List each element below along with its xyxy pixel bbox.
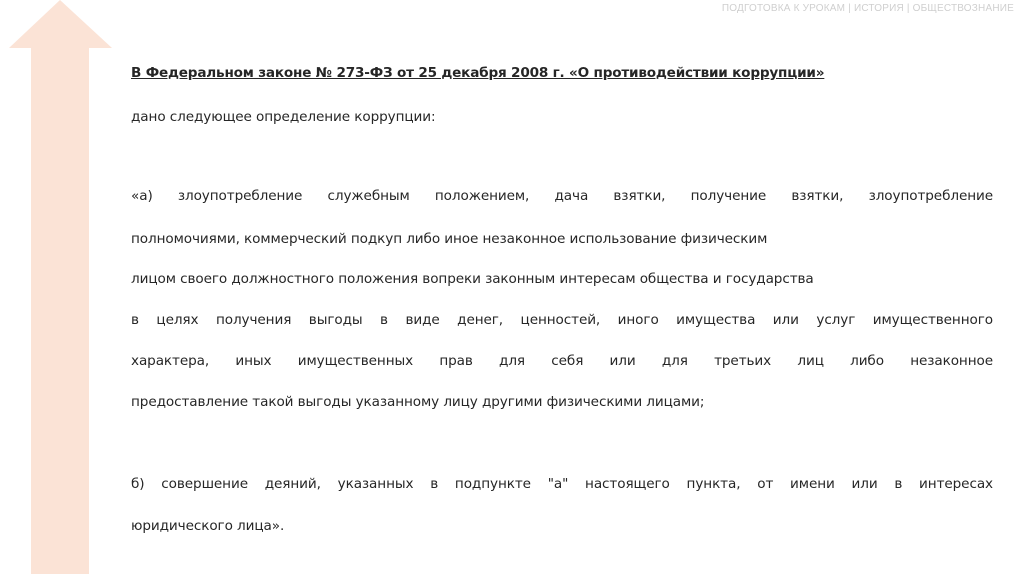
item-a-line: предоставление такой выгоды указанному лицу другими физическими лицами; bbox=[131, 394, 705, 410]
item-b-line: юридического лица». bbox=[131, 518, 285, 534]
item-a-line: «а) злоупотребление служебным положением, дача взятки, получение взятки, злоупотребление bbox=[131, 188, 993, 204]
item-a-line: в целях получения выгоды в виде денег, ценностей, иного имущества или услуг имущественного bbox=[131, 312, 993, 328]
item-a-line: характера, иных имущественных прав для себя или для третьих лиц либо незаконное bbox=[131, 353, 993, 369]
item-a-line: лицом своего должностного положения вопреки законным интересам общества и государства bbox=[131, 271, 814, 287]
header-breadcrumb: ПОДГОТОВКА К УРОКАМ | ИСТОРИЯ | ОБЩЕСТВОЗНАНИЕ bbox=[721, 3, 1014, 14]
law-title: В Федеральном законе № 273-ФЗ от 25 декабря 2008 г. «О противодействии коррупции» bbox=[131, 65, 825, 81]
item-b-line: б) совершение деяний, указанных в подпункте "а" настоящего пункта, от имени или в интересах bbox=[131, 476, 993, 492]
item-a-line: полномочиями, коммерческий подкуп либо иное незаконное использование физическим bbox=[131, 231, 768, 247]
intro-text: дано следующее определение коррупции: bbox=[131, 109, 436, 125]
up-arrow-decoration bbox=[9, 0, 112, 574]
